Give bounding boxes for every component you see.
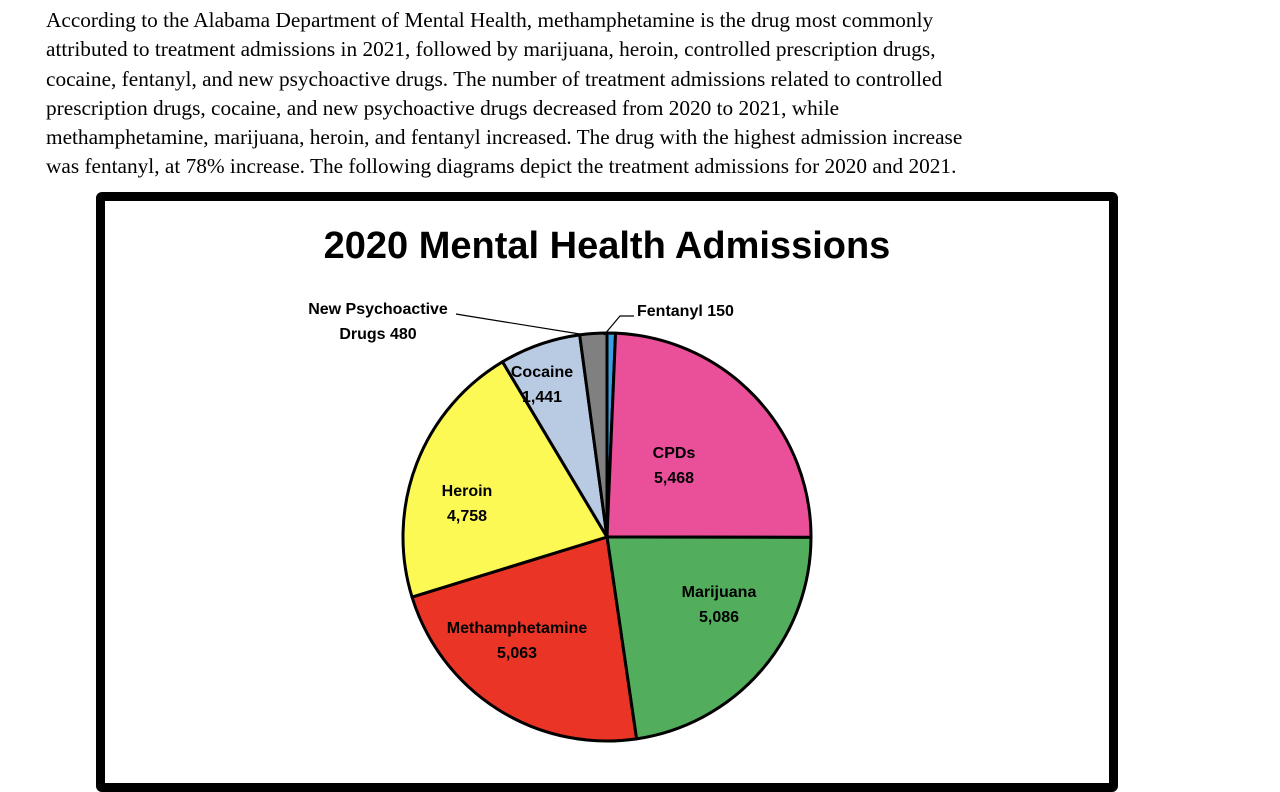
slice-label-new-psychoactive-drugs: New Psychoactive Drugs 480 bbox=[308, 301, 448, 343]
slice-label-fentanyl: Fentanyl 150 bbox=[637, 303, 734, 320]
intro-line: According to the Alabama Department of Mental Health, methamphetamine is the drug most commonly bbox=[46, 8, 934, 32]
slice-label-cpds: CPDs 5,468 bbox=[652, 445, 696, 487]
slice-label-methamphetamine: Methamphetamine 5,063 bbox=[446, 620, 588, 662]
slice-label-heroin: Heroin 4,758 bbox=[441, 483, 493, 525]
chart-title: 2020 Mental Health Admissions bbox=[323, 225, 891, 267]
slice-label-cocaine: Cocaine 1,441 bbox=[510, 364, 574, 406]
pie-slice-cpds bbox=[607, 333, 811, 537]
pie-slice-marijuana bbox=[607, 537, 811, 739]
intro-line: attributed to treatment admissions in 2021, followed by marijuana, heroin, controlled prescription drugs, bbox=[46, 37, 936, 62]
leader-lines bbox=[456, 314, 634, 335]
intro-line: cocaine, fentanyl, and new psychoactive drugs. The number of treatment admissions related to controlled bbox=[46, 66, 943, 91]
intro-line: methamphetamine, marijuana, heroin, and fentanyl increased. The drug with the highest admission increase bbox=[46, 125, 963, 150]
intro-line: was fentanyl, at 78% increase. The following diagrams depict the treatment admissions for 2020 and 2021. bbox=[46, 154, 957, 179]
slice-label-marijuana: Marijuana 5,086 bbox=[681, 584, 757, 626]
intro-line: prescription drugs, cocaine, and new psychoactive drugs decreased from 2020 to 2021, while bbox=[46, 95, 840, 120]
leader-line-new-psychoactive-drugs bbox=[456, 314, 586, 335]
pie-slices bbox=[403, 333, 811, 741]
